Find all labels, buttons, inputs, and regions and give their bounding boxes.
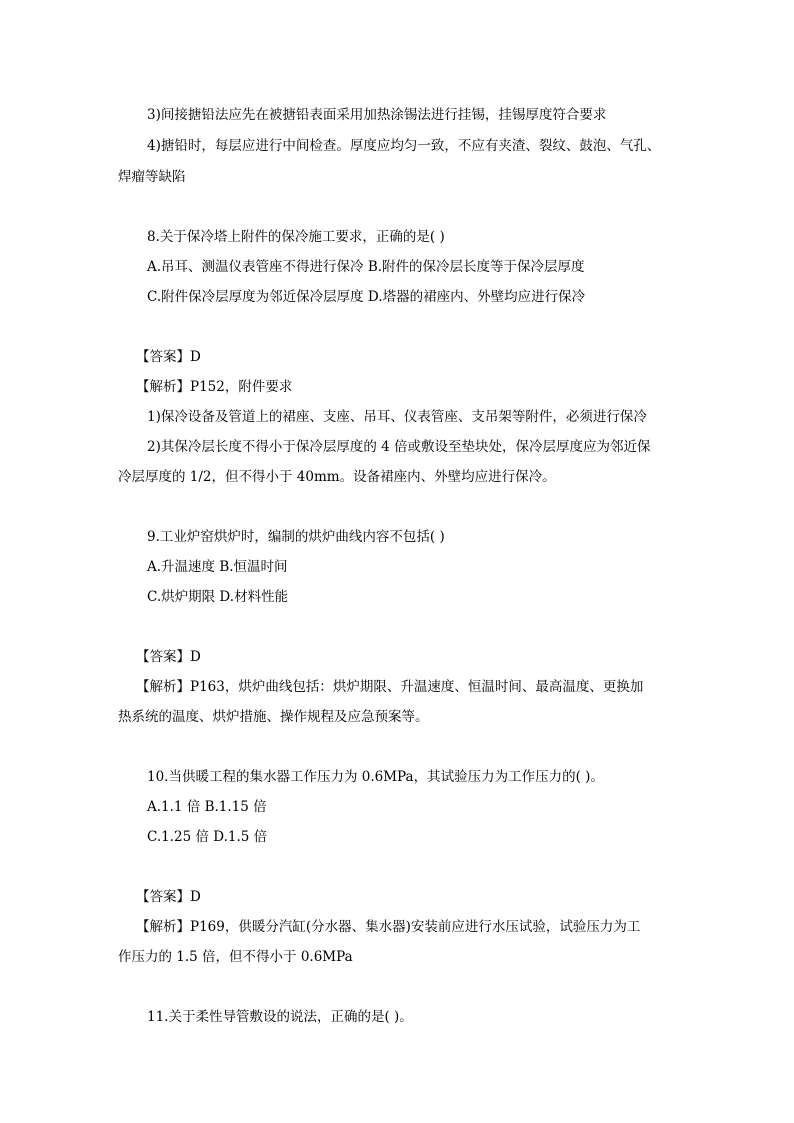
q8-options-ab: A.吊耳、测温仪表管座不得进行保冷 B.附件的保冷层长度等于保冷层厚度	[147, 259, 585, 275]
q10-analysis: 【解析】P169，供暖分汽缸(分水器、集水器)安装前应进行水压试验，试验压力为工	[136, 919, 641, 935]
q8-analysis-title: 【解析】P152，附件要求	[136, 379, 293, 395]
q8-analysis-2-cont: 冷层厚度的 1/2，但不得小于 40mm。设备裙座内、外壁均应进行保冷。	[118, 469, 556, 485]
q8-question: 8.关于保冷塔上附件的保冷施工要求，正确的是( )	[147, 229, 445, 245]
q9-options-cd: C.烘炉期限 D.材料性能	[147, 589, 289, 605]
q10-options-cd: C.1.25 倍 D.1.5 倍	[147, 829, 268, 845]
prev-analysis-line-4: 4)搪铅时，每层应进行中间检查。厚度应均匀一致，不应有夹渣、裂纹、鼓泡、气孔、	[147, 138, 661, 154]
q9-options-ab: A.升温速度 B.恒温时间	[147, 559, 288, 575]
q8-answer: 【答案】D	[136, 349, 201, 365]
q8-options-cd: C.附件保冷层厚度为邻近保冷层厚度 D.塔器的裙座内、外壁均应进行保冷	[147, 289, 586, 305]
q10-options-ab: A.1.1 倍 B.1.15 倍	[147, 799, 267, 815]
prev-analysis-line-4-cont: 焊瘤等缺陷	[118, 169, 186, 185]
q9-analysis: 【解析】P163，烘炉曲线包括：烘炉期限、升温速度、恒温时间、最高温度、更换加	[136, 679, 644, 695]
q9-analysis-cont: 热系统的温度、烘炉措施、操作规程及应急预案等。	[118, 709, 429, 725]
q10-answer: 【答案】D	[136, 889, 201, 905]
q10-analysis-cont: 作压力的 1.5 倍，但不得小于 0.6MPa	[118, 949, 353, 965]
q9-question: 9.工业炉窑烘炉时，编制的烘炉曲线内容不包括( )	[147, 529, 445, 545]
q8-analysis-2: 2)其保冷层长度不得小于保冷层厚度的 4 倍或敷设至垫块处，保冷层厚度应为邻近保	[147, 439, 651, 455]
q10-question: 10.当供暖工程的集水器工作压力为 0.6MPa，其试验压力为工作压力的( )。	[147, 769, 604, 785]
q9-answer: 【答案】D	[136, 649, 201, 665]
prev-analysis-line-3: 3)间接搪铅法应先在被搪铅表面采用加热涂锡法进行挂锡，挂锡厚度符合要求	[147, 107, 607, 123]
q11-question: 11.关于柔性导管敷设的说法，正确的是( )。	[147, 1009, 413, 1025]
q8-analysis-1: 1)保冷设备及管道上的裙座、支座、吊耳、仪表管座、支吊架等附件，必须进行保冷	[147, 409, 647, 425]
